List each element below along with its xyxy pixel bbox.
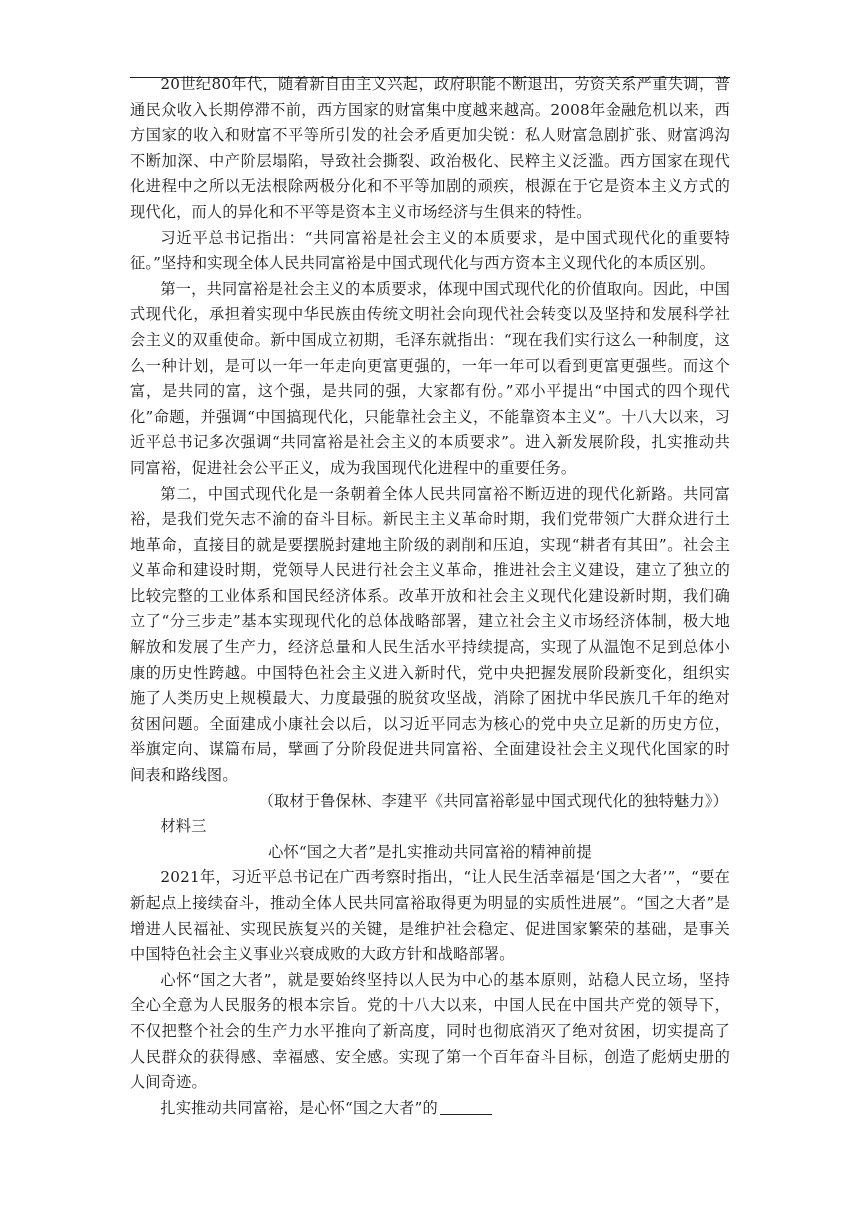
material-label: 材料三 [160,817,207,836]
paragraph-6: 心怀“国之大者”，就是要始终坚持以人民为中心的基本原则，站稳人民立场，坚持全心全意为人民服务的根本宗旨。党的十八大以来，中国人民在中国共产党的领导下，不仅把整个社会的生产力水平推向了新高度，同时也彻底消灭了绝对贫困，切实提高了人民群众的获得感、幸福感、安全感。实现了第一个百年奋斗目标，创造了彪炳史册的人间奇迹。 [130,970,730,1092]
paragraph-3: 第一，共同富裕是社会主义的本质要求，体现中国式现代化的价值取向。因此，中国式现代化，承担着实现中华民族由传统文明社会向现代社会转变以及坚持和发展科学社会主义的双重使命。新中国成立初期，毛泽东就指出：“现在我们实行这么一种制度，这么一种计划，是可以一年一年走向更富更强的，一年一年可以看到更富更强些。而这个富，是共同的富，这个强，是共同的强，大家都有份。”邓小平提出“中国式的四个现代化”命题，并强调“中国搞现代化，只能靠社会主义，不能靠资本主义”。十八大以来，习近平总书记多次强调“共同富裕是社会主义的本质要求”。进入新发展阶段，扎实推动共同富裕，促进社会公平正义，成为我国现代化进程中的重要任务。 [130,279,730,477]
material-title: 心怀“国之大者”是扎实推动共同富裕的精神前提 [268,842,592,861]
fill-in-blank[interactable] [440,1098,492,1115]
source-citation: （取材于鲁保林、李建平《共同富裕彰显中国式现代化的独特魅力》） [258,791,728,810]
document-page [130,72,730,1121]
paragraph-last [130,1096,730,1122]
paragraph-2: 习近平总书记指出：“共同富裕是社会主义的本质要求，是中国式现代化的重要特征。”坚持和实现全体人民共同富裕是中国式现代化与西方资本主义现代化的本质区别。 [130,228,730,273]
paragraph-1: 20世纪80年代，随着新自由主义兴起，政府职能不断退出，劳资关系严重失调，普通民众收入长期停滞不前，西方国家的财富集中度越来越高。2008年金融危机以来，西方国家的收入和财富不平等所引发的社会矛盾更加尖锐：私人财富急剧扩张、财富鸿沟不断加深、中产阶层塌陷，导致社会撕裂、政治极化、民粹主义泛滥。西方国家在现代化进程中之所以无法根除两极分化和不平等加剧的顽疾，根源在于它是资本主义方式的现代化，而人的异化和不平等是资本主义市场经济与生俱来的特性。 [130,75,730,221]
last-line-text: 扎实推动共同富裕，是心怀“国之大者”的 [160,1098,438,1117]
paragraph-5: 2021年，习近平总书记在广西考察时指出，“让人民生活幸福是‘国之大者’”，“要在新起点上接续奋斗，推动全体人民共同富裕取得更为明显的实质性进展”。“国之大者”是增进人民福祉、实现民族复兴的关键，是维护社会稳定、促进国家繁荣的基础，是事关中国特色社会主义事业兴衰成败的大政方针和战略部署。 [130,868,730,964]
paragraph-4: 第二，中国式现代化是一条朝着全体人民共同富裕不断迈进的现代化新路。共同富裕，是我们党矢志不渝的奋斗目标。新民主主义革命时期，我们党带领广大群众进行土地革命，直接目的就是要摆脱封建地主阶级的剥削和压迫，实现“耕者有其田”。社会主义革命和建设时期，党领导人民进行社会主义革命，推进社会主义建设，建立了独立的比较完整的工业体系和国民经济体系。改革开放和社会主义现代化建设新时期，我们确立了“分三步走”基本实现现代化的总体战略部署，建立社会主义市场经济体制，极大地解放和发展了生产力，经济总量和人民生活水平持续提高，实现了从温饱不足到总体小康的历史性跨越。中国特色社会主义进入新时代，党中央把握发展阶段新变化，组织实施了人类历史上规模最大、力度最强的脱贫攻坚战，消除了困扰中华民族几千年的绝对贫困问题。全面建成小康社会以后，以习近平同志为核心的党中央立足新的历史方位，举旗定向、谋篇布局，擘画了分阶段促进共同富裕、全面建设社会主义现代化国家的时间表和路线图。 [130,484,730,785]
